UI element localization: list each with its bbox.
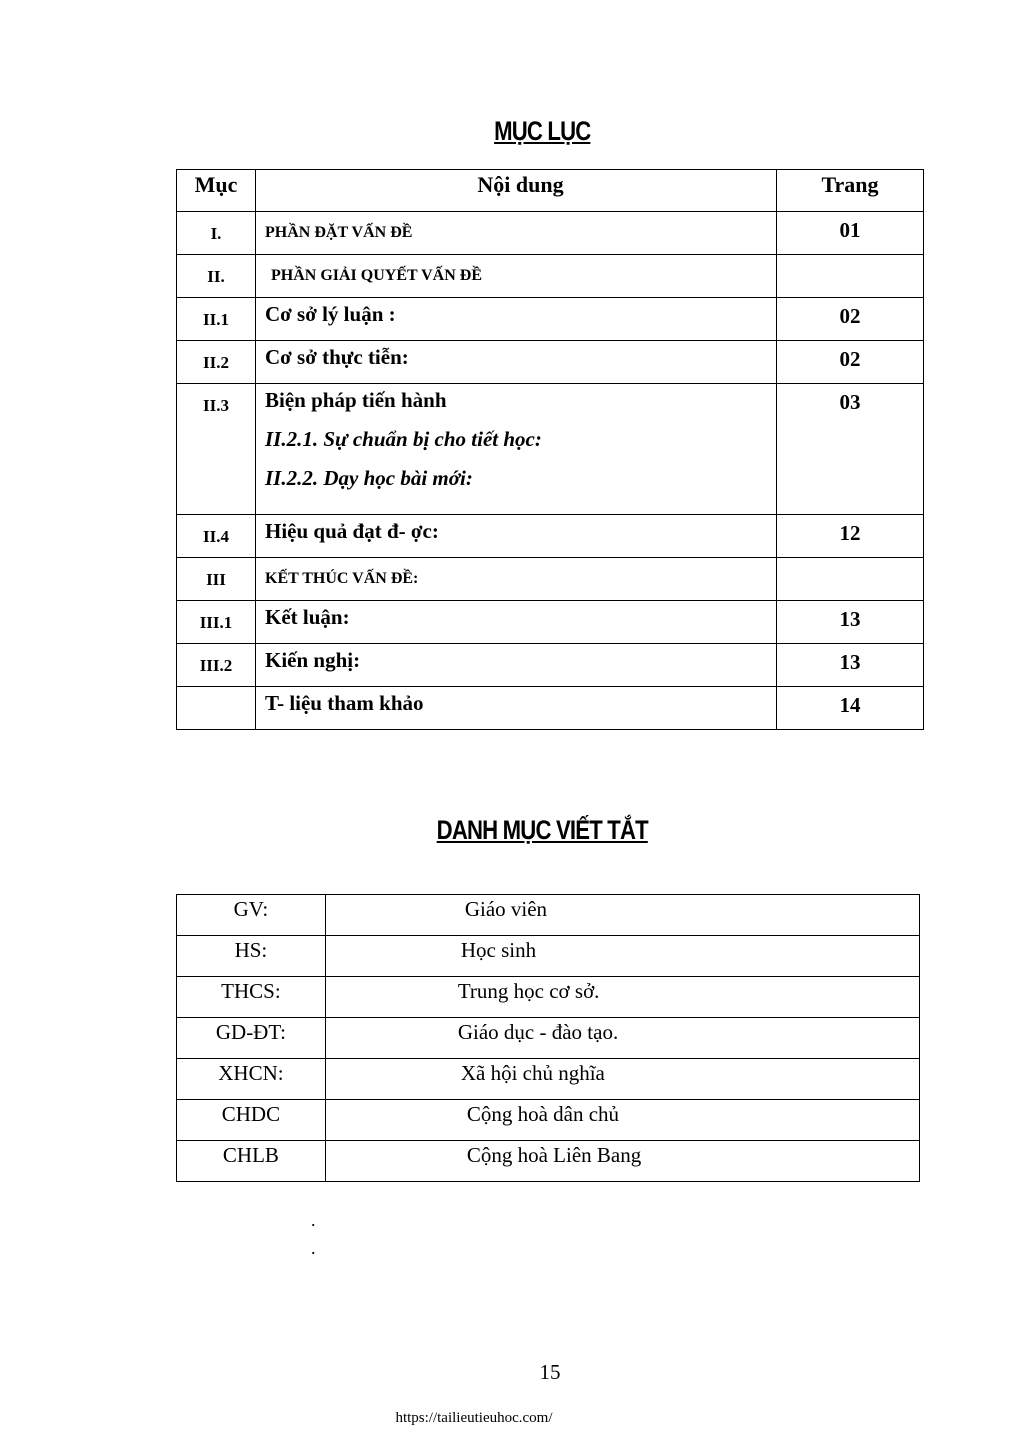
abbr-row [177, 977, 920, 1018]
toc-row-page: 13 [777, 644, 924, 687]
toc-row-page: 12 [777, 515, 924, 558]
toc-header-content: Nội dung [256, 170, 777, 212]
toc-row [177, 644, 924, 687]
toc-table [176, 169, 924, 730]
abbr-code: GV: [177, 895, 326, 936]
toc-row-content: Kết luận: [265, 605, 350, 629]
abbr-row [177, 895, 920, 936]
abbr-meaning: Xã hội chủ nghĩa [325, 1059, 919, 1100]
abbr-code: HS: [177, 936, 326, 977]
toc-row [177, 212, 924, 255]
toc-row-muc: III.2 [177, 644, 256, 687]
toc-row [177, 255, 924, 298]
toc-row [177, 601, 924, 644]
toc-row-content: KẾT THÚC VẤN ĐỀ: [265, 570, 419, 587]
toc-row-content: Cơ sở thực tiễn: [265, 345, 409, 369]
abbreviations-title: DANH MỤC VIẾT TẮT [436, 815, 648, 845]
toc-row-content: Kiến nghị: [265, 648, 361, 672]
abbreviations-table [176, 894, 920, 1182]
toc-row-muc: I. [177, 212, 256, 255]
page-number: 15 [539, 1360, 561, 1384]
footer-url[interactable]: https://tailieutieuhoc.com/ [395, 1410, 553, 1426]
stray-dot: . [311, 1210, 316, 1230]
toc-row-muc: II. [177, 255, 256, 298]
toc-row-muc: II.4 [177, 515, 256, 558]
stray-dot: . [311, 1238, 316, 1258]
toc-row-page: 03 [777, 384, 924, 515]
toc-row [177, 558, 924, 601]
abbr-code: CHLB [177, 1141, 326, 1182]
abbr-meaning: Trung học cơ sở. [325, 977, 919, 1018]
abbr-code: XHCN: [177, 1059, 326, 1100]
abbr-meaning: Cộng hoà dân chủ [325, 1100, 919, 1141]
toc-row-muc: II.2 [177, 341, 256, 384]
abbr-row [177, 1141, 920, 1182]
toc-title: MỤC LỤC [494, 116, 591, 146]
toc-row-content: Biện pháp tiến hành [265, 388, 447, 412]
toc-row-content: PHẦN ĐẶT VẤN ĐỀ [265, 224, 413, 241]
toc-row-content: T- liệu tham khảo [265, 691, 424, 715]
abbr-meaning: Giáo viên [325, 895, 919, 936]
toc-row [177, 384, 924, 515]
abbr-code: THCS: [177, 977, 326, 1018]
toc-subitem: II.2.1. Sự chuẩn bị cho tiết học: [265, 427, 542, 451]
toc-row [177, 515, 924, 558]
toc-header-muc: Mục [177, 170, 256, 212]
toc-row-muc: II.1 [177, 298, 256, 341]
toc-row-muc: III [177, 558, 256, 601]
toc-row-page: 02 [777, 341, 924, 384]
toc-row-muc [177, 687, 256, 730]
abbr-code: CHDC [177, 1100, 326, 1141]
abbr-row [177, 1100, 920, 1141]
abbr-row [177, 1018, 920, 1059]
toc-subitem: II.2.2. Dạy học bài mới: [265, 466, 473, 490]
abbr-meaning: Học sinh [325, 936, 919, 977]
toc-row-page: 13 [777, 601, 924, 644]
toc-row-page: 14 [777, 687, 924, 730]
abbr-meaning: Giáo dục - đào tạo. [325, 1018, 919, 1059]
toc-row-page: 02 [777, 298, 924, 341]
abbr-row [177, 1059, 920, 1100]
toc-row-muc: III.1 [177, 601, 256, 644]
toc-row [177, 298, 924, 341]
toc-row-content: Hiệu quả đạt đ- ợc: [265, 519, 439, 543]
toc-row-page [777, 558, 924, 601]
toc-row [177, 687, 924, 730]
toc-row-content: PHẦN GIẢI QUYẾT VẤN ĐỀ [271, 267, 482, 284]
abbr-meaning: Cộng hoà Liên Bang [325, 1141, 919, 1182]
toc-header-row [177, 170, 924, 212]
toc-row-muc: II.3 [177, 384, 256, 515]
toc-row-content: Cơ sở lý luận : [265, 302, 396, 326]
abbr-code: GD-ĐT: [177, 1018, 326, 1059]
toc-header-page: Trang [777, 170, 924, 212]
abbr-row [177, 936, 920, 977]
toc-row [177, 341, 924, 384]
toc-row-page [777, 255, 924, 298]
toc-row-page: 01 [777, 212, 924, 255]
